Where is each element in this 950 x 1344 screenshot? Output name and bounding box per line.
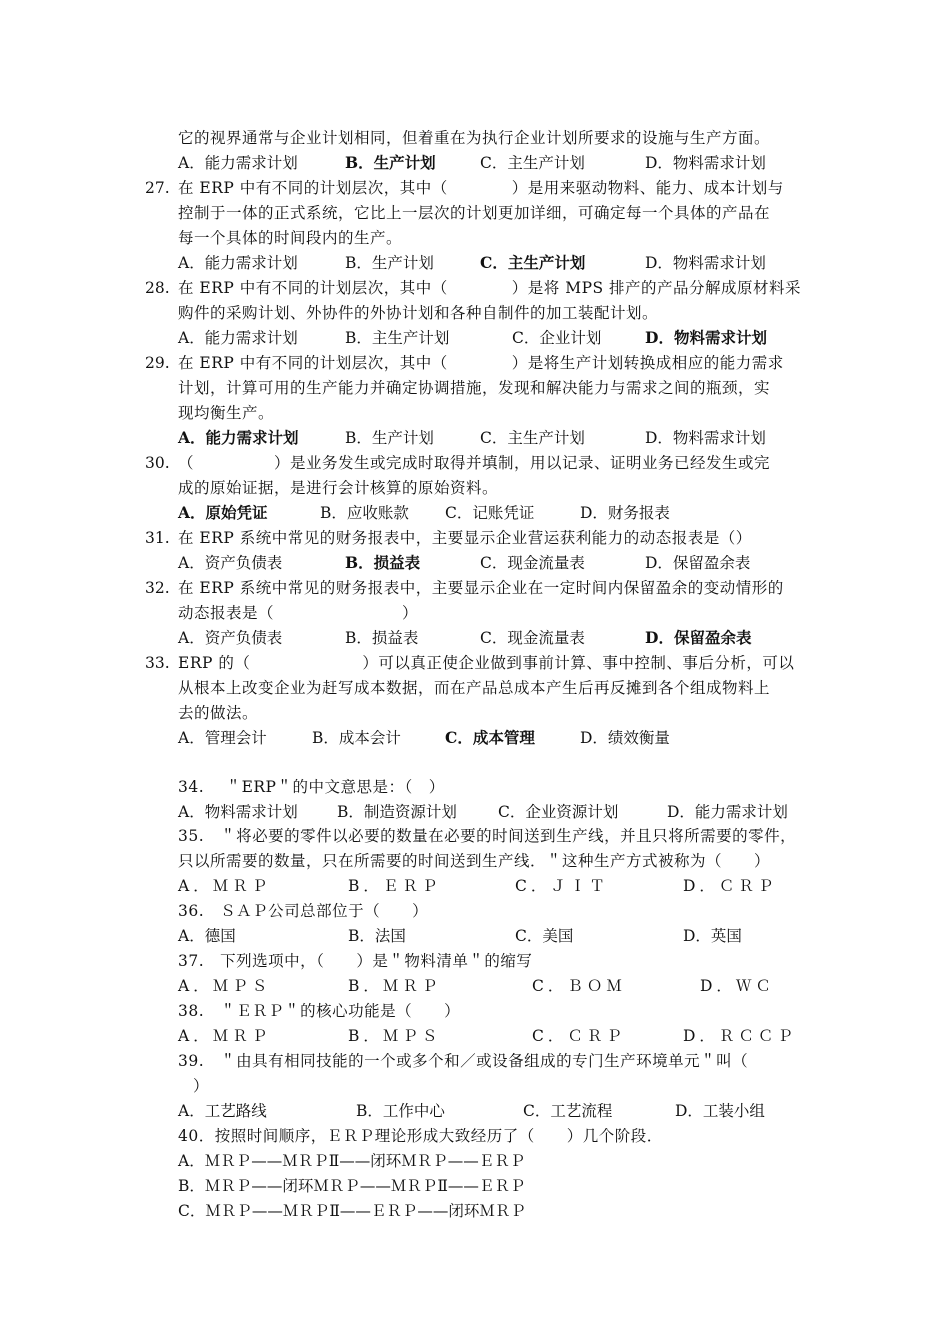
option-b: B．制造资源计划 bbox=[337, 803, 457, 821]
question-number: 33. bbox=[145, 654, 170, 672]
option-a: A．ＭＲＰ bbox=[178, 1027, 272, 1045]
option-c: C．ＭＲＰ——ＭＲＰⅡ——ＥＲＰ——闭环ＭＲＰ bbox=[178, 1202, 526, 1220]
option-a: A．管理会计 bbox=[178, 729, 267, 747]
option-b: B．生产计划 bbox=[345, 254, 434, 272]
option-b: B．应收账款 bbox=[320, 504, 409, 522]
option-c: C．美国 bbox=[515, 927, 574, 945]
option-c-answer: C．主生产计划 bbox=[480, 253, 586, 272]
question-number: 32. bbox=[145, 579, 170, 597]
option-c: C．主生产计划 bbox=[480, 154, 585, 172]
question-text: 控制于一体的正式系统，它比上一层次的计划更加详细，可确定每一个具体的产品在 bbox=[178, 204, 771, 222]
option-c: C．主生产计划 bbox=[480, 429, 585, 447]
option-c: C．现金流量表 bbox=[480, 629, 585, 647]
question-text: 在 ERP 中有不同的计划层次，其中（ ）是将 MPS 排产的产品分解成原材料采 bbox=[178, 279, 802, 297]
option-d: D．财务报表 bbox=[580, 504, 670, 522]
option-c: C．企业计划 bbox=[512, 329, 602, 347]
question-text: 在 ERP 系统中常见的财务报表中，主要显示企业在一定时间内保留盈余的变动情形的 bbox=[178, 579, 784, 597]
option-a: A．资产负债表 bbox=[178, 554, 283, 572]
option-b: B．主生产计划 bbox=[345, 329, 450, 347]
option-b-answer: B．生产计划 bbox=[345, 153, 436, 172]
option-d: D．物料需求计划 bbox=[645, 154, 766, 172]
option-b: B．ＥＲＰ bbox=[348, 877, 442, 895]
question-text: 动态报表是（ ） bbox=[178, 604, 419, 622]
question-number: 30. bbox=[145, 454, 170, 472]
question-text: 在 ERP 中有不同的计划层次，其中（ ）是用来驱动物料、能力、成本计划与 bbox=[178, 179, 784, 197]
option-b: B．法国 bbox=[348, 927, 406, 945]
option-b: B．损益表 bbox=[345, 629, 419, 647]
option-a: A．工艺路线 bbox=[178, 1102, 267, 1120]
option-d: D．ＣＲＰ bbox=[683, 877, 778, 895]
option-a: A．ＭＲＰ bbox=[178, 877, 272, 895]
option-d: D．保留盈余表 bbox=[645, 554, 751, 572]
question-number: 31. bbox=[145, 529, 170, 547]
option-a-answer: A．能力需求计划 bbox=[178, 428, 299, 447]
option-a: A．德国 bbox=[178, 927, 236, 945]
question-text: 去的做法。 bbox=[178, 704, 259, 722]
option-d: D．工装小组 bbox=[675, 1102, 765, 1120]
question-text: 计划，计算可用的生产能力并确定协调措施，发现和解决能力与需求之间的瓶颈，实 bbox=[178, 379, 771, 397]
option-a: A．能力需求计划 bbox=[178, 254, 298, 272]
question-text: 成的原始证据，是进行会计核算的原始资料。 bbox=[178, 479, 499, 497]
option-d: D．物料需求计划 bbox=[645, 254, 766, 272]
question-text: 39. ＂由具有相同技能的一个或多个和／或设备组成的专门生产环境单元＂叫（ bbox=[178, 1052, 749, 1070]
question-text: 在 ERP 中有不同的计划层次，其中（ ）是将生产计划转换成相应的能力需求 bbox=[178, 354, 784, 372]
question-text: 它的视界通常与企业计划相同，但着重在为执行企业计划所要求的设施与生产方面。 bbox=[178, 129, 771, 147]
question-text: 40．按照时间顺序，ＥＲＰ理论形成大致经历了（ ）几个阶段． bbox=[178, 1127, 663, 1145]
question-text: ） bbox=[193, 1077, 210, 1095]
option-d-answer: D．保留盈余表 bbox=[645, 628, 752, 647]
option-a: A．ＭＰＳ bbox=[178, 977, 272, 995]
option-d: D．绩效衡量 bbox=[580, 729, 670, 747]
option-b: B．成本会计 bbox=[312, 729, 401, 747]
question-text: 购件的采购计划、外协件的外协计划和各种自制件的加工装配计划。 bbox=[178, 304, 659, 322]
option-c: C．企业资源计划 bbox=[498, 803, 619, 821]
option-d: D．能力需求计划 bbox=[667, 803, 788, 821]
question-text: （ ）是业务发生或完成时取得并填制，用以记录、证明业务已经发生或完 bbox=[178, 454, 771, 472]
question-text: 在 ERP 系统中常见的财务报表中，主要显示企业营运获利能力的动态报表是（） bbox=[178, 529, 752, 547]
option-a: A．ＭＲＰ——ＭＲＰⅡ——闭环ＭＲＰ——ＥＲＰ bbox=[178, 1152, 526, 1170]
option-c-answer: C．成本管理 bbox=[445, 728, 535, 747]
option-c: C．记账凭证 bbox=[445, 504, 535, 522]
question-number: 28. bbox=[145, 279, 170, 297]
question-text: 35. ＂将必要的零件以必要的数量在必要的时间送到生产线，并且只将所需要的零件， bbox=[178, 827, 797, 845]
question-text: 只以所需要的数量，只在所需要的时间送到生产线．＂这种生产方式被称为（ ） bbox=[178, 852, 771, 870]
question-text: ERP 的（ ）可以真正使企业做到事前计算、事中控制、事后分析，可以 bbox=[178, 654, 795, 672]
question-text: 37. 下列选项中，（ ）是＂物料清单＂的缩写 bbox=[178, 952, 533, 970]
question-text: 34. ＂ERP＂的中文意思是：（ ） bbox=[178, 778, 445, 796]
option-a-answer: A．原始凭证 bbox=[178, 503, 268, 522]
option-a: A．能力需求计划 bbox=[178, 154, 298, 172]
option-c: C．ＪＩＴ bbox=[515, 877, 609, 895]
option-b: B．ＭＲＰ bbox=[348, 977, 442, 995]
option-c: C．ＣＲＰ bbox=[532, 1027, 626, 1045]
option-b: B．生产计划 bbox=[345, 429, 434, 447]
option-c: C．ＢＯＭ bbox=[532, 977, 626, 995]
question-text: 现均衡生产。 bbox=[178, 404, 275, 422]
question-text: 38. ＂ＥＲＰ＂的核心功能是（ ） bbox=[178, 1002, 461, 1020]
question-text: 每一个具体的时间段内的生产。 bbox=[178, 229, 403, 247]
question-number: 27. bbox=[145, 179, 170, 197]
option-c: C．工艺流程 bbox=[523, 1102, 613, 1120]
option-d: D．ＷＣ bbox=[700, 977, 775, 995]
option-b: B．ＭＲＰ——闭环ＭＲＰ——ＭＲＰⅡ——ＥＲＰ bbox=[178, 1177, 526, 1195]
question-number: 29. bbox=[145, 354, 170, 372]
option-a: A．能力需求计划 bbox=[178, 329, 298, 347]
option-b: B．工作中心 bbox=[356, 1102, 445, 1120]
option-b: B．ＭＰＳ bbox=[348, 1027, 442, 1045]
question-text: 36. ＳＡＰ公司总部位于（ ） bbox=[178, 902, 429, 920]
option-d: D．ＲＣＣＰ bbox=[683, 1027, 797, 1045]
option-d-answer: D．物料需求计划 bbox=[645, 328, 767, 347]
option-a: A．物料需求计划 bbox=[178, 803, 298, 821]
option-d: D．物料需求计划 bbox=[645, 429, 766, 447]
option-b-answer: B．损益表 bbox=[345, 553, 421, 572]
option-c: C．现金流量表 bbox=[480, 554, 585, 572]
option-d: D．英国 bbox=[683, 927, 742, 945]
option-a: A．资产负债表 bbox=[178, 629, 283, 647]
question-text: 从根本上改变企业为赶写成本数据，而在产品总成本产生后再反摊到各个组成物料上 bbox=[178, 679, 771, 697]
